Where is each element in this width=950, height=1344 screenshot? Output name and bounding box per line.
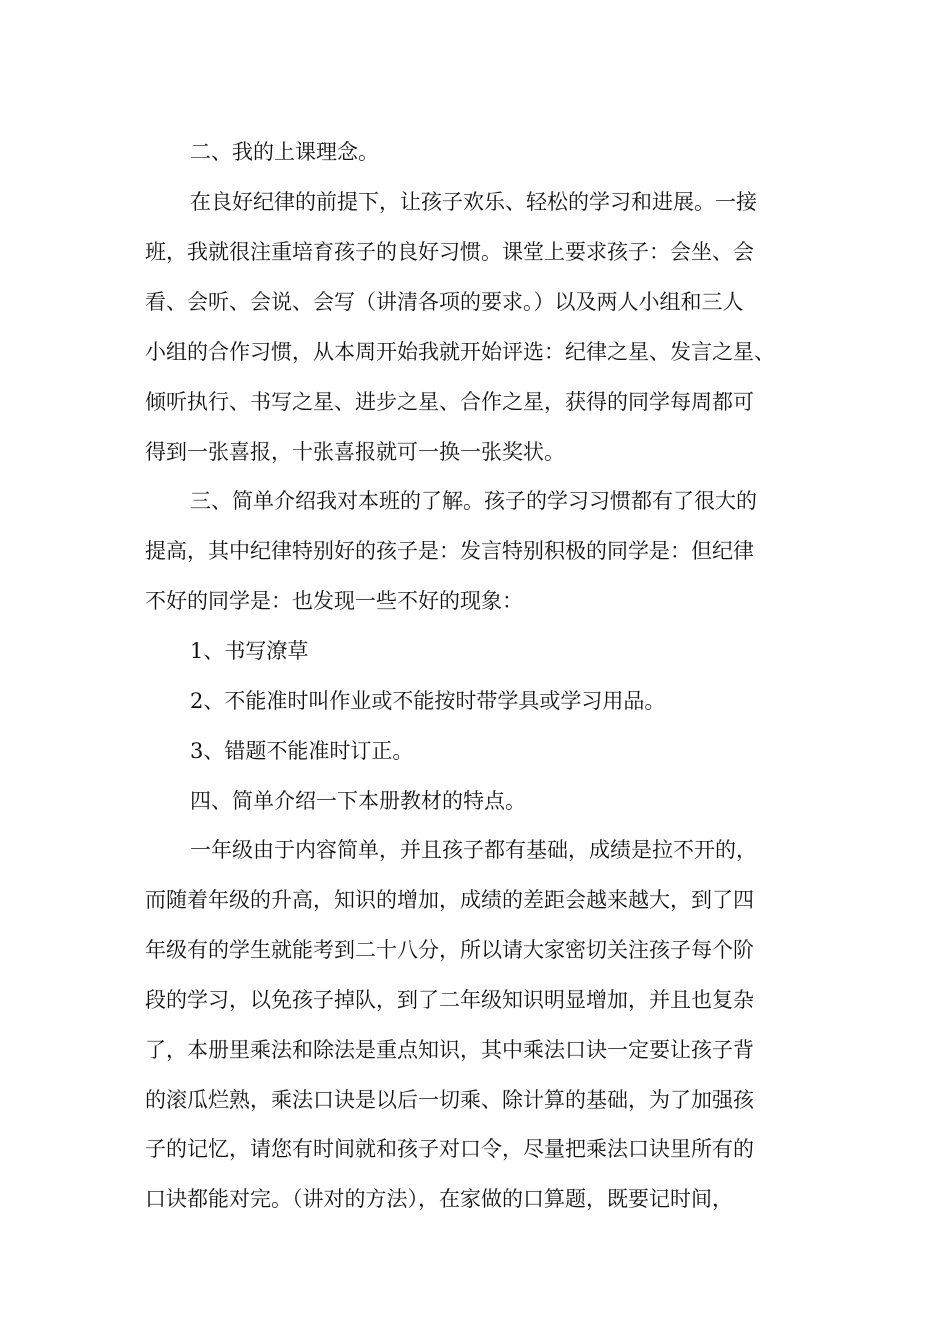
paragraph-line: 口诀都能对完。（讲对的方法），在家做的口算题，既要记时间，: [145, 1187, 733, 1211]
paragraph-line: 不好的同学是：也发现一些不好的现象：: [145, 589, 523, 613]
paragraph-line: 而随着年级的升高，知识的增加，成绩的差距会越来越大，到了四: [145, 888, 754, 912]
paragraph-line: 班，我就很注重培育孩子的良好习惯。课堂上要求孩子：会坐、会: [145, 240, 754, 264]
paragraph-line: 段的学习，以免孩子掉队，到了二年级知识明显增加，并且也复杂: [145, 988, 754, 1012]
list-item: 3、错题不能准时订正。: [190, 739, 414, 763]
heading-textbook-features: 四、简单介绍一下本册教材的特点。: [190, 789, 526, 813]
heading-class-overview: 三、简单介绍我对本班的了解。孩子的学习习惯都有了很大的: [190, 489, 757, 513]
paragraph-line: 提高，其中纪律特别好的孩子是：发言特别积极的同学是：但纪律: [145, 539, 754, 563]
paragraph-line: 在良好纪律的前提下，让孩子欢乐、轻松的学习和进展。一接: [190, 190, 757, 214]
list-item: 1、书写潦草: [190, 639, 309, 663]
paragraph-line: 子的记忆，请您有时间就和孩子对口令，尽量把乘法口诀里所有的: [145, 1137, 754, 1161]
paragraph-line: 年级有的学生就能考到二十八分，所以请大家密切关注孩子每个阶: [145, 938, 754, 962]
paragraph-line: 倾听执行、书写之星、进步之星、合作之星，获得的同学每周都可: [145, 390, 754, 414]
paragraph-line: 一年级由于内容简单，并且孩子都有基础，成绩是拉不开的，: [190, 838, 757, 862]
paragraph-line: 得到一张喜报，十张喜报就可一换一张奖状。: [145, 440, 565, 464]
list-item: 2、不能准时叫作业或不能按时带学具或学习用品。: [190, 689, 666, 713]
heading-teaching-philosophy: 二、我的上课理念。: [190, 140, 379, 164]
paragraph-line: 的滚瓜烂熟，乘法口诀是以后一切乘、除计算的基础，为了加强孩: [145, 1088, 754, 1112]
paragraph-line: 了，本册里乘法和除法是重点知识，其中乘法口诀一定要让孩子背: [145, 1038, 754, 1062]
paragraph-line: 看、会听、会说、会写（讲清各项的要求。）以及两人小组和三人: [145, 290, 744, 314]
paragraph-line: 小组的合作习惯，从本周开始我就开始评选：纪律之星、发言之星、: [145, 340, 775, 364]
